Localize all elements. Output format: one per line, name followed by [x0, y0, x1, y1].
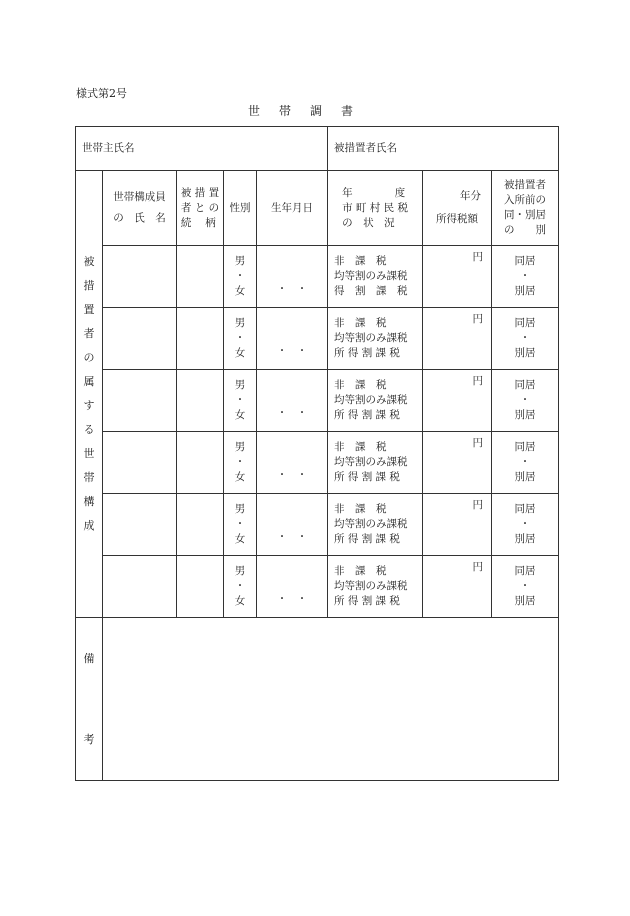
gender-sep: ・: [234, 394, 246, 406]
gender-cell[interactable]: [224, 370, 257, 432]
date-dot: ・: [296, 283, 308, 295]
yen-unit: 円: [472, 561, 484, 573]
date-dot: ・: [276, 345, 288, 357]
date-dot: ・: [276, 531, 288, 543]
cohabit-sep: ・: [519, 518, 531, 530]
cohabit-sep: ・: [519, 270, 531, 282]
relationship-cell[interactable]: [177, 370, 224, 432]
col-cohabit-line: 入所前の: [504, 194, 547, 206]
income-tax-cell[interactable]: [423, 308, 492, 370]
tax-option: 均等割のみ課税: [334, 332, 408, 344]
col-member-name: [103, 171, 177, 246]
gender-female: 女: [234, 595, 246, 607]
gender-cell[interactable]: [224, 432, 257, 494]
cohabit-option: 同居: [514, 503, 536, 515]
gender-male: 男: [234, 441, 246, 453]
cohabit-cell[interactable]: [492, 246, 559, 308]
relationship-cell[interactable]: [177, 308, 224, 370]
side-char: の: [83, 351, 95, 364]
tax-option: 得 割 課 税: [334, 285, 408, 297]
gender-male: 男: [234, 255, 246, 267]
tax-option: 均等割のみ課税: [334, 394, 408, 406]
date-dot: ・: [296, 407, 308, 419]
gender-cell[interactable]: [224, 494, 257, 556]
date-dot: ・: [276, 469, 288, 481]
householder-name-field[interactable]: [76, 127, 328, 171]
cohabit-sep: ・: [519, 456, 531, 468]
gender-sep: ・: [234, 456, 246, 468]
tax-status-cell[interactable]: [328, 556, 423, 618]
title-char: 世: [248, 104, 261, 118]
household-composition-side-label: [76, 171, 103, 618]
tax-option: 非 課 税: [334, 255, 387, 267]
date-dot: ・: [276, 407, 288, 419]
gender-male: 男: [234, 565, 246, 577]
remarks-char: 考: [83, 733, 95, 746]
tax-option: 非 課 税: [334, 379, 387, 391]
cohabit-option: 同居: [514, 441, 536, 453]
col-cohabit-line: 同・別居: [504, 209, 547, 221]
cohabit-sep: ・: [519, 394, 531, 406]
gender-female: 女: [234, 471, 246, 483]
member-name-cell[interactable]: [103, 246, 177, 308]
tax-status-cell[interactable]: [328, 370, 423, 432]
resident-name-field[interactable]: [328, 127, 559, 171]
title-char: 書: [341, 104, 354, 118]
side-char: る: [83, 423, 95, 436]
tax-option: 所 得 割 課 税: [334, 347, 400, 359]
date-dot: ・: [276, 283, 288, 295]
table-row: [76, 494, 559, 556]
income-tax-cell[interactable]: [423, 556, 492, 618]
birthdate-cell[interactable]: [257, 494, 328, 556]
gender-sep: ・: [234, 580, 246, 592]
cohabit-cell[interactable]: [492, 494, 559, 556]
col-member-name-line: の 氏 名: [113, 212, 166, 224]
cohabit-option: 同居: [514, 565, 536, 577]
date-dot: ・: [296, 593, 308, 605]
cohabit-option: 別居: [514, 285, 536, 297]
side-char: 世: [83, 447, 95, 460]
side-char: 成: [83, 519, 95, 532]
gender-cell[interactable]: [224, 308, 257, 370]
side-char: 措: [83, 279, 95, 292]
yen-unit: 円: [472, 313, 484, 325]
tax-status-cell[interactable]: [328, 308, 423, 370]
col-relationship: [177, 171, 224, 246]
col-relationship-line: 続 柄: [180, 216, 216, 229]
birthdate-cell[interactable]: [257, 308, 328, 370]
gender-male: 男: [234, 379, 246, 391]
date-dot: ・: [296, 469, 308, 481]
col-income-tax: [423, 171, 492, 246]
date-dot: ・: [296, 531, 308, 543]
member-name-cell[interactable]: [103, 556, 177, 618]
member-name-cell[interactable]: [103, 308, 177, 370]
birthdate-cell[interactable]: [257, 246, 328, 308]
cohabit-option: 同居: [514, 317, 536, 329]
side-char: 被: [83, 255, 95, 268]
col-tax-status-line: の 状 況: [342, 216, 395, 229]
title-char: 調: [310, 104, 323, 118]
tax-option: 非 課 税: [334, 441, 387, 453]
col-member-name-line: 世帯構成員: [113, 191, 166, 203]
cohabit-option: 別居: [514, 347, 536, 359]
cohabit-option: 同居: [514, 379, 536, 391]
tax-option: 非 課 税: [334, 565, 387, 577]
gender-male: 男: [234, 317, 246, 329]
income-tax-cell[interactable]: [423, 246, 492, 308]
householder-name-label: 世帯主氏名: [82, 142, 135, 154]
remarks-field[interactable]: [103, 618, 559, 781]
gender-female: 女: [234, 533, 246, 545]
cohabit-cell[interactable]: [492, 370, 559, 432]
relationship-cell[interactable]: [177, 556, 224, 618]
col-birthdate: 生年月日: [257, 171, 328, 246]
gender-sep: ・: [234, 518, 246, 530]
cohabit-cell[interactable]: [492, 432, 559, 494]
cohabit-sep: ・: [519, 580, 531, 592]
tax-option: 均等割のみ課税: [334, 270, 408, 282]
tax-option: 所 得 割 課 税: [334, 533, 400, 545]
birthdate-cell[interactable]: [257, 370, 328, 432]
cohabit-option: 別居: [514, 595, 536, 607]
birthdate-cell[interactable]: [257, 432, 328, 494]
gender-female: 女: [234, 409, 246, 421]
gender-female: 女: [234, 285, 246, 297]
tax-option: 所 得 割 課 税: [334, 409, 400, 421]
side-char: 帯: [83, 471, 95, 484]
tax-option: 非 課 税: [334, 317, 387, 329]
col-tax-status-line: 市 町 村 民 税: [342, 201, 408, 214]
tax-option: 均等割のみ課税: [334, 456, 408, 468]
tax-option: 均等割のみ課税: [334, 518, 408, 530]
col-cohabit-line: 被措置者: [504, 179, 547, 191]
remarks-char: 備: [83, 652, 95, 665]
cohabit-sep: ・: [519, 332, 531, 344]
tax-status-cell[interactable]: [328, 432, 423, 494]
yen-unit: 円: [472, 375, 484, 387]
table-row: [76, 556, 559, 618]
tax-status-cell[interactable]: [328, 494, 423, 556]
relationship-cell[interactable]: [177, 246, 224, 308]
side-char: す: [83, 399, 95, 412]
col-gender: 性別: [224, 171, 257, 246]
member-name-cell[interactable]: [103, 432, 177, 494]
form-number: 様式第2号: [76, 87, 127, 100]
gender-male: 男: [234, 503, 246, 515]
date-dot: ・: [276, 593, 288, 605]
relationship-cell[interactable]: [177, 432, 224, 494]
remarks-label: [76, 618, 103, 781]
gender-sep: ・: [234, 332, 246, 344]
side-char: 置: [83, 303, 95, 316]
household-survey-table: [75, 126, 559, 781]
col-cohabit-line: の 別: [504, 224, 547, 236]
yen-unit: 円: [472, 251, 484, 263]
cohabit-option: 別居: [514, 471, 536, 483]
table-row: [76, 246, 559, 308]
col-tax-status: [328, 171, 423, 246]
tax-option: 均等割のみ課税: [334, 580, 408, 592]
relationship-cell[interactable]: [177, 494, 224, 556]
income-tax-cell[interactable]: [423, 370, 492, 432]
yen-unit: 円: [472, 437, 484, 449]
col-relationship-line: 者 と の: [180, 201, 220, 214]
cohabit-option: 別居: [514, 533, 536, 545]
resident-name-label: 被措置者氏名: [334, 142, 398, 154]
birthdate-cell[interactable]: [257, 556, 328, 618]
col-tax-status-line: 年 度: [342, 186, 406, 199]
col-income-tax-line: 年分: [460, 190, 482, 202]
tax-option: 所 得 割 課 税: [334, 595, 400, 607]
tax-option: 所 得 割 課 税: [334, 471, 400, 483]
document-title: [248, 102, 378, 119]
income-tax-cell[interactable]: [423, 432, 492, 494]
cohabit-cell[interactable]: [492, 556, 559, 618]
side-char: 者: [83, 327, 95, 340]
member-name-cell[interactable]: [103, 370, 177, 432]
tax-option: 非 課 税: [334, 503, 387, 515]
gender-cell[interactable]: [224, 556, 257, 618]
income-tax-cell[interactable]: [423, 494, 492, 556]
member-name-cell[interactable]: [103, 494, 177, 556]
cohabit-option: 別居: [514, 409, 536, 421]
tax-status-cell[interactable]: [328, 246, 423, 308]
title-char: 帯: [279, 104, 292, 118]
cohabit-cell[interactable]: [492, 308, 559, 370]
col-relationship-line: 被 措 置: [180, 186, 220, 199]
side-char: 構: [83, 495, 95, 508]
gender-female: 女: [234, 347, 246, 359]
table-row: [76, 308, 559, 370]
cohabit-option: 同居: [514, 255, 536, 267]
yen-unit: 円: [472, 499, 484, 511]
table-row: [76, 432, 559, 494]
col-income-tax-line: 所得税額: [436, 213, 479, 225]
date-dot: ・: [296, 345, 308, 357]
side-char: 属: [83, 375, 95, 388]
col-cohabit: [492, 171, 559, 246]
table-row: [76, 370, 559, 432]
gender-cell[interactable]: [224, 246, 257, 308]
gender-sep: ・: [234, 270, 246, 282]
